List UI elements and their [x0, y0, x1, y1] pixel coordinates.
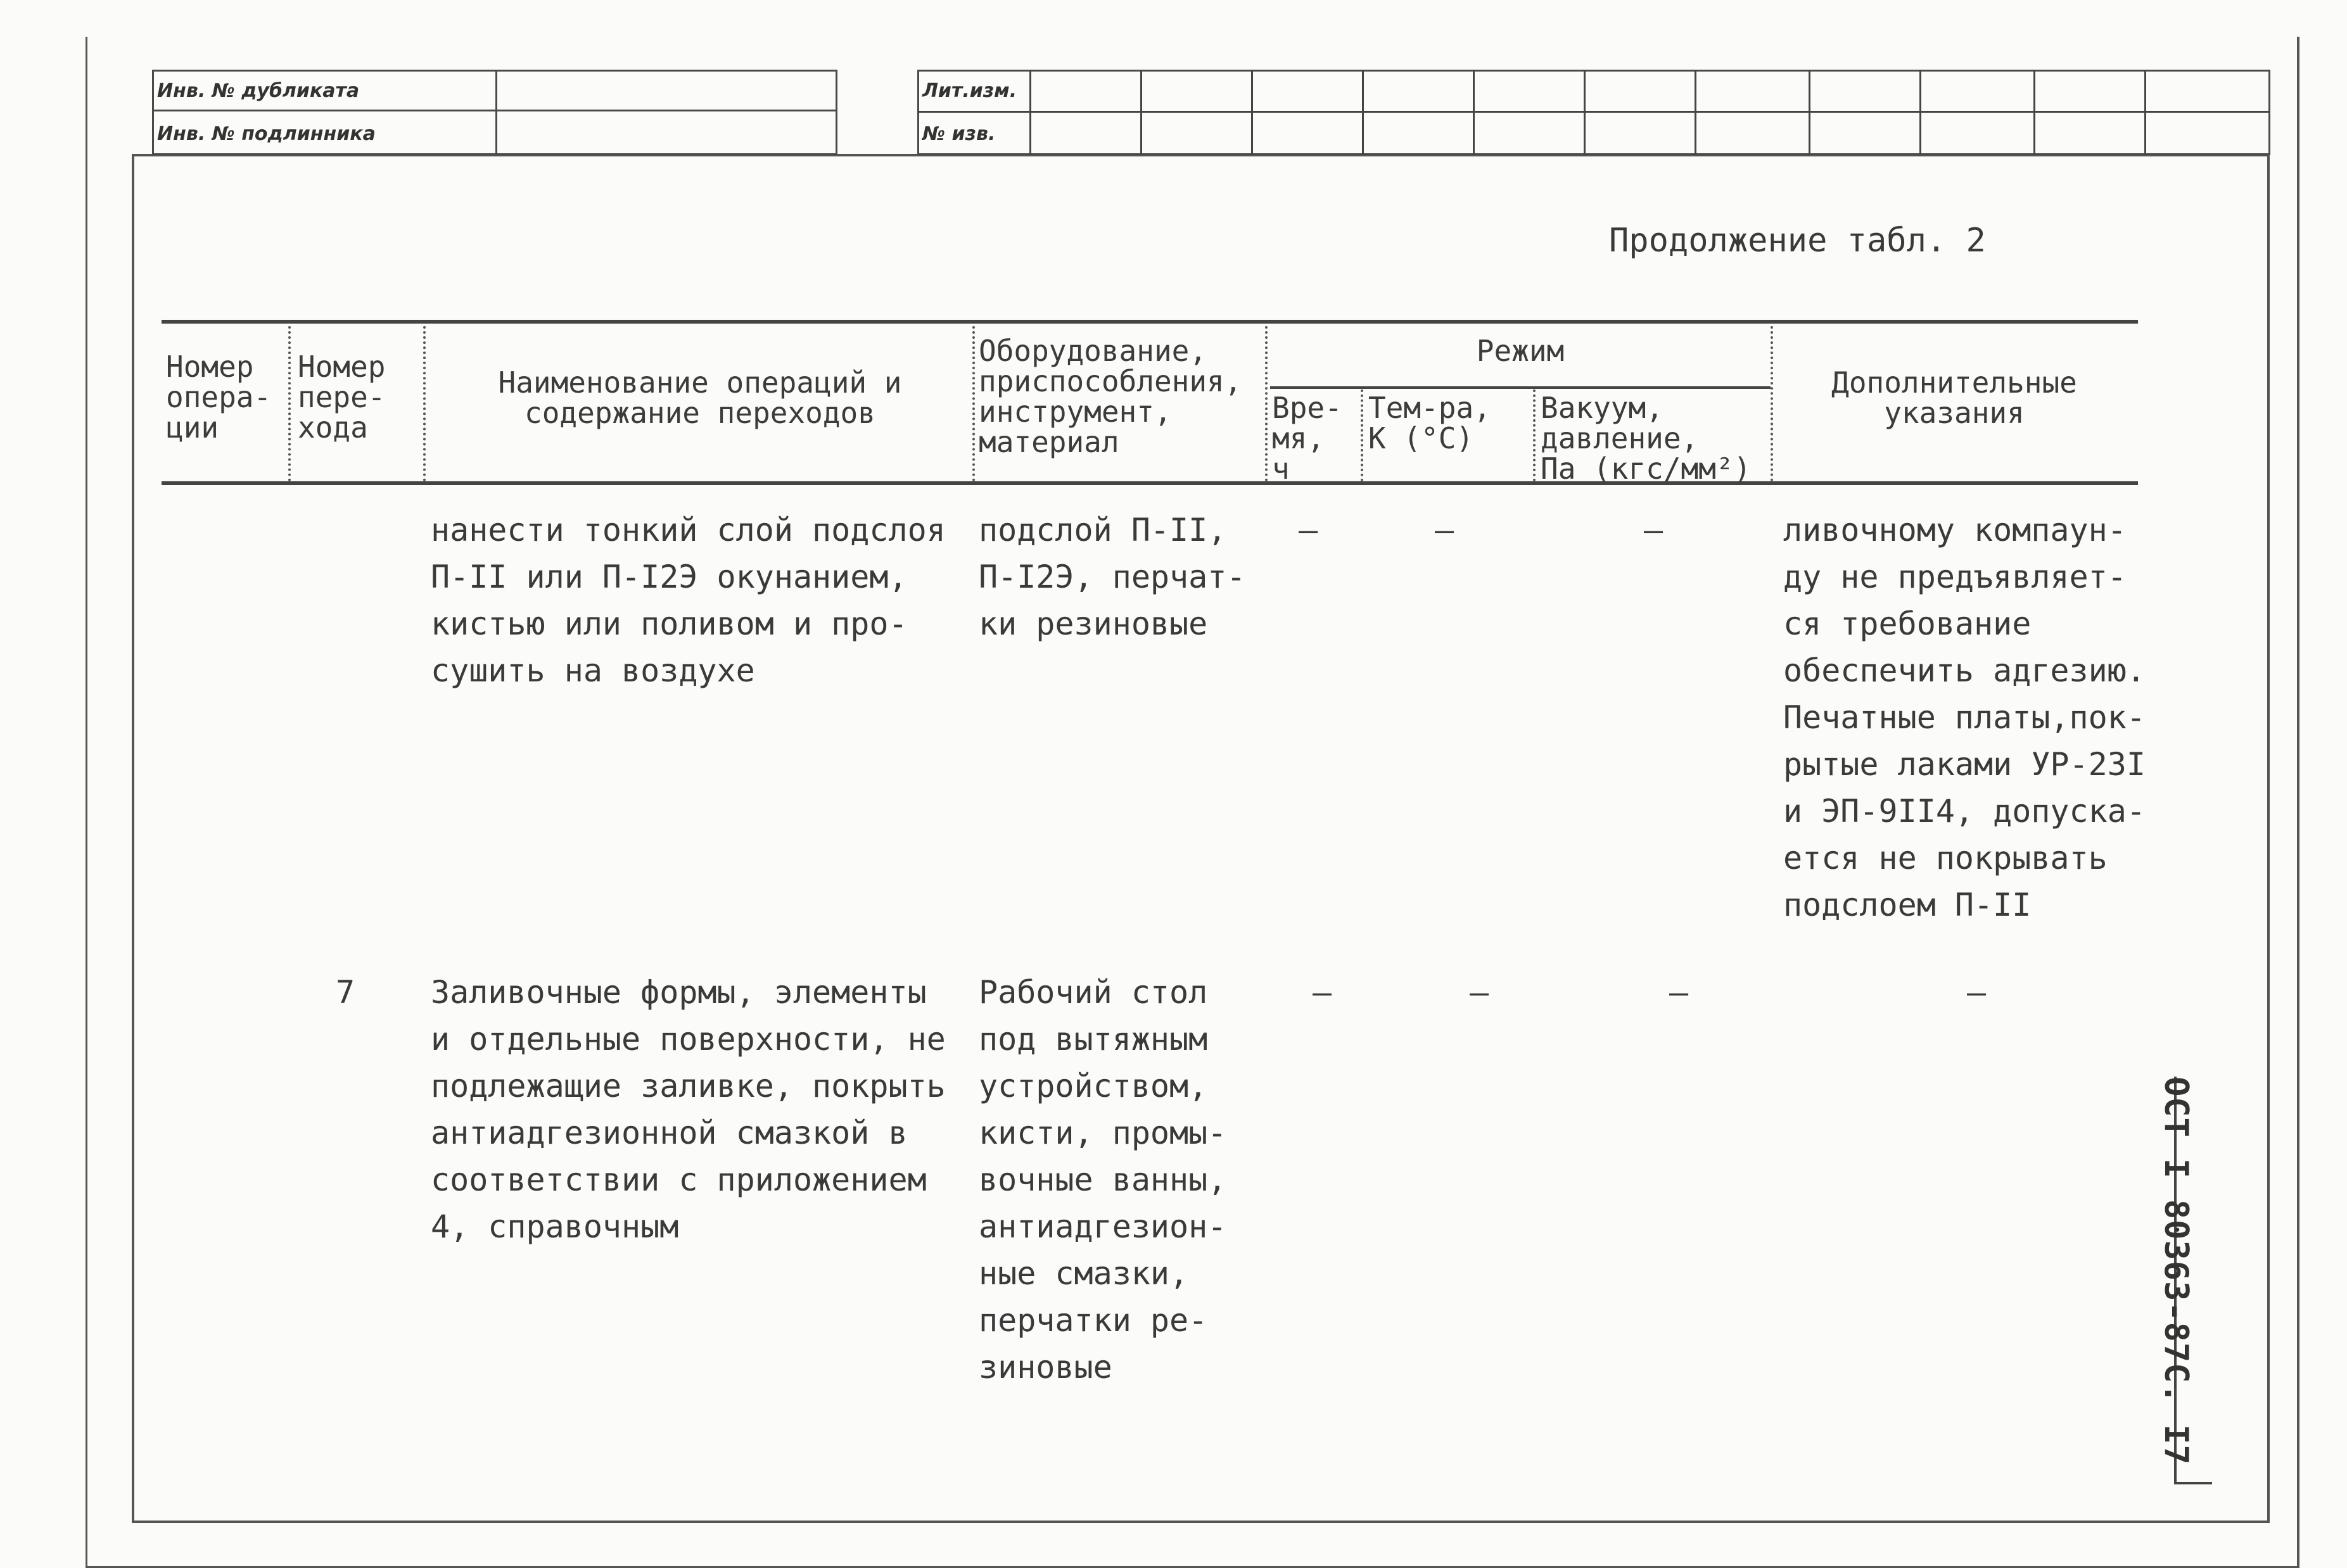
revision-grid-vline [1473, 70, 1475, 155]
revision-grid-vline [1695, 70, 1696, 155]
revision-grid-vline [1251, 70, 1253, 155]
row-vacuum: – [1644, 512, 1663, 548]
revision-grid-vline [1584, 70, 1586, 155]
row-temp: – [1470, 974, 1489, 1011]
continuation-heading: Продолжение табл. 2 [1609, 222, 1986, 260]
revision-grid-vline [1809, 70, 1810, 155]
revision-grid-vline [1029, 70, 1031, 155]
header-vacuum: Вакуум, давление, Па (кгс/мм²) [1541, 391, 1752, 486]
row-temp: – [1435, 512, 1454, 548]
header-sep [423, 326, 426, 481]
header-transition-number: Номер пере- хода [298, 350, 386, 445]
header-equipment: Оборудование, приспособления, инструмент, материал [979, 334, 1242, 459]
table-header-bottom-rule [162, 481, 2138, 485]
stamp-inv-duplicate-value [495, 70, 837, 111]
stamp-inv-original-value [495, 110, 837, 155]
header-sep [1771, 326, 1773, 481]
header-sep [1265, 326, 1268, 481]
row-transition-number: 7 [336, 974, 355, 1011]
mode-subheader-rule [1270, 386, 1771, 389]
row-content: нанести тонкий слой подслоя П-II или П-I2Э окунанием, кистью или поливом и про- сушить на воздухе [431, 512, 946, 689]
header-op-number: Номер опера- ции [166, 350, 272, 445]
revision-grid-hline [917, 111, 2270, 113]
revision-grid-vline [2033, 70, 2035, 155]
header-sep [1533, 389, 1536, 481]
header-operation-name: Наименование операций и содержание переходов [498, 365, 902, 430]
table-top-rule [162, 320, 2138, 324]
header-time: Вре- мя, ч [1272, 391, 1342, 486]
row-time: – [1299, 512, 1318, 548]
stamp-inv-original-label: Инв. № подлинника [157, 123, 376, 145]
row-content: Заливочные формы, элементы и отдельные поверхности, не подлежащие заливке, покрыть антиадгезионной смазкой в соответствии с приложением 4, справочным [431, 974, 946, 1245]
revision-grid-vline [2144, 70, 2146, 155]
side-document-code: ОСТ I 80363-87С. I7 [2157, 1077, 2195, 1465]
row-notes: – [1967, 974, 1987, 1011]
header-mode: Режим [1476, 334, 1565, 368]
header-temp: Тем-ра, К (°С) [1368, 391, 1491, 455]
header-notes: Дополнительные указания [1831, 365, 2077, 430]
header-sep [972, 326, 975, 481]
stamp-izv-no-label: № изв. [922, 123, 996, 145]
row-notes: ливочному компаун- ду не предъявляет- ся требование обеспечить адгезию. Печатные платы,пок- рытые лаками УР-23I и ЭП-9II4, допуска- ется не покрывать подслоем П-II [1783, 512, 2146, 923]
row-vacuum: – [1669, 974, 1689, 1011]
revision-grid-vline [1140, 70, 1142, 155]
header-sep [288, 326, 291, 481]
header-sep [1361, 389, 1363, 481]
row-time: – [1313, 974, 1332, 1011]
revision-grid-vline [1362, 70, 1364, 155]
stamp-lit-izm-label: Лит.изм. [922, 80, 1017, 102]
row-equipment: Рабочий стол под вытяжным устройством, кисти, промы- вочные ванны, антиадгезион- ные смазки, перчатки ре- зиновые [979, 974, 1227, 1386]
row-equipment: подслой П-II, П-I2Э, перчат- ки резиновые [979, 512, 1246, 642]
stamp-inv-duplicate-label: Инв. № дубликата [157, 80, 360, 102]
revision-grid-vline [1919, 70, 1921, 155]
